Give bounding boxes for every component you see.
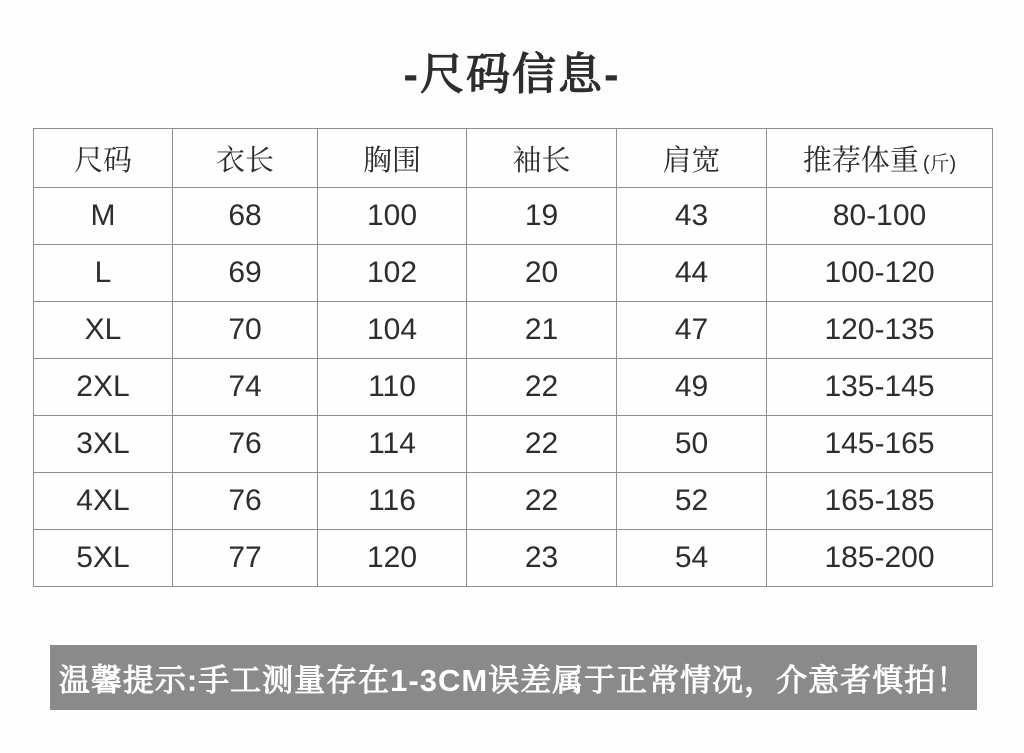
cell-size: 2XL [34,359,173,416]
cell-shoulder: 50 [617,416,767,473]
cell-chest: 104 [318,302,467,359]
table-row [34,530,993,587]
cell-shoulder: 47 [617,302,767,359]
column-header-shoulder: 肩宽 [617,129,767,188]
table-row [34,188,993,245]
cell-chest: 110 [318,359,467,416]
cell-weight: 135-145 [767,359,993,416]
cell-sleeve: 20 [467,245,617,302]
size-chart-table [33,128,993,587]
table-row [34,416,993,473]
cell-sleeve: 22 [467,416,617,473]
cell-size: XL [34,302,173,359]
cell-weight: 185-200 [767,530,993,587]
column-header-length: 衣长 [173,129,318,188]
cell-shoulder: 54 [617,530,767,587]
column-header-size: 尺码 [34,129,173,188]
cell-chest: 114 [318,416,467,473]
cell-length: 70 [173,302,318,359]
notice-banner [50,645,977,710]
cell-size: 4XL [34,473,173,530]
cell-chest: 120 [318,530,467,587]
cell-size: L [34,245,173,302]
cell-length: 76 [173,416,318,473]
cell-length: 68 [173,188,318,245]
cell-chest: 116 [318,473,467,530]
cell-weight: 100-120 [767,245,993,302]
cell-weight: 165-185 [767,473,993,530]
cell-sleeve: 22 [467,359,617,416]
column-header-weight [767,129,993,188]
notice-text: 温馨提示:手工测量存在1-3CM误差属于正常情况，介意者慎拍！ [58,663,969,698]
cell-length: 69 [173,245,318,302]
cell-sleeve: 22 [467,473,617,530]
cell-weight: 120-135 [767,302,993,359]
table-row [34,473,993,530]
cell-weight: 145-165 [767,416,993,473]
weight-unit-label: (斤) [922,152,957,175]
cell-shoulder: 43 [617,188,767,245]
table-row [34,245,993,302]
cell-shoulder: 49 [617,359,767,416]
header-row [34,129,993,188]
table-row [34,302,993,359]
cell-chest: 102 [318,245,467,302]
cell-length: 74 [173,359,318,416]
table-row [34,359,993,416]
cell-sleeve: 23 [467,530,617,587]
cell-size: M [34,188,173,245]
cell-size: 5XL [34,530,173,587]
column-header-sleeve: 袖长 [467,129,617,188]
page-title: -尺码信息- [403,50,621,99]
cell-sleeve: 19 [467,188,617,245]
column-header-chest: 胸围 [318,129,467,188]
cell-shoulder: 44 [617,245,767,302]
cell-sleeve: 21 [467,302,617,359]
cell-weight: 80-100 [767,188,993,245]
cell-size: 3XL [34,416,173,473]
cell-chest: 100 [318,188,467,245]
cell-length: 77 [173,530,318,587]
cell-shoulder: 52 [617,473,767,530]
weight-header-label: 推荐体重 [802,144,919,177]
cell-length: 76 [173,473,318,530]
